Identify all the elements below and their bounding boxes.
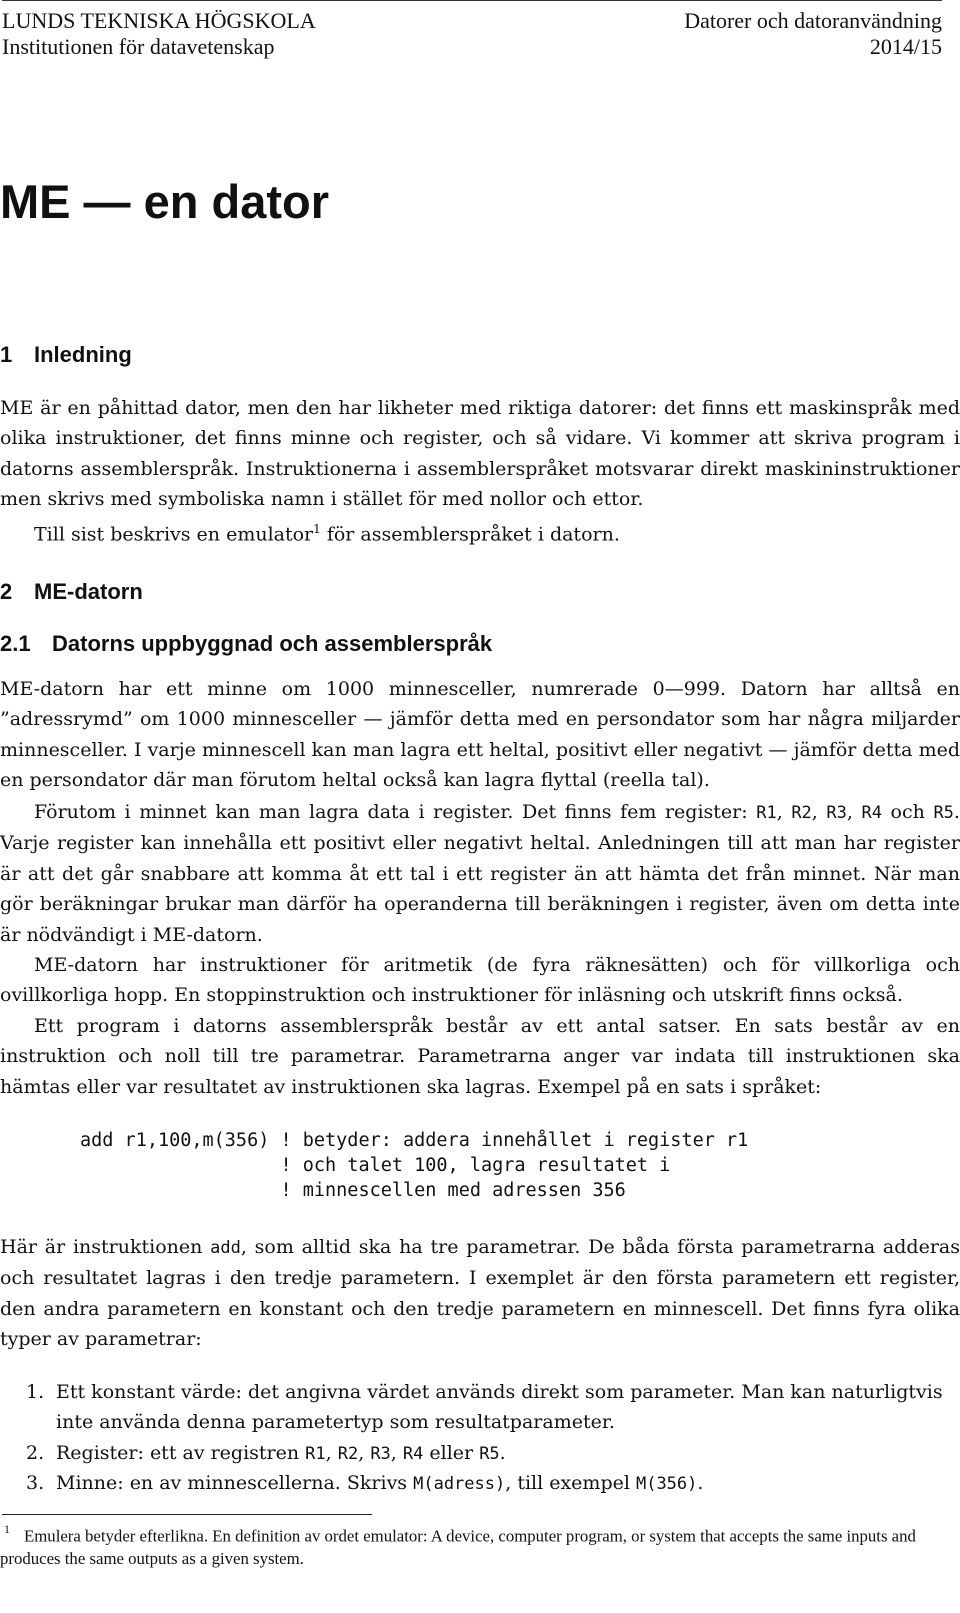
register-r1: R1 bbox=[756, 803, 777, 823]
document-title: ME — en dator bbox=[0, 175, 330, 228]
paragraph-instructions: ME-datorn har instruktioner för aritmetik (de fyra räknesätten) och för villkorliga och ovillkorliga hopp. En stoppinstruktion och instruktioner för inläsning och utskrift finns också. bbox=[0, 954, 960, 1007]
list-item bbox=[0, 1468, 960, 1499]
list-number: 1. bbox=[26, 1381, 45, 1403]
text-span: , till exempel bbox=[505, 1472, 636, 1494]
section-title: Inledning bbox=[34, 342, 132, 367]
section-number: 1 bbox=[0, 342, 13, 367]
list-number: 2. bbox=[26, 1442, 45, 1464]
code-m356: M(356) bbox=[635, 1474, 698, 1494]
text-span: Register: ett av registren bbox=[56, 1442, 306, 1464]
list-text: Ett konstant värde: det angivna värdet används direkt som parameter. Man kan naturligtvis inte använda denna parametertyp som resultatparameter. bbox=[56, 1381, 943, 1434]
paragraph-program: Ett program i datorns assemblerspråk består av ett antal satser. En sats består av en instruktion och noll till tre parametrar. Parametrarna anger var indata till instruktionen ska hämtas eller var resultatet av instruktionen ska lagras. Exempel på en sats i språket: bbox=[0, 1015, 960, 1098]
code-line-2: ! och talet 100, lagra resultatet i bbox=[80, 1155, 671, 1176]
text-span: . bbox=[697, 1472, 704, 1494]
list-text bbox=[56, 1468, 960, 1499]
text-span: , bbox=[358, 1442, 371, 1464]
section-heading-1 bbox=[0, 341, 132, 369]
text-span: , bbox=[390, 1442, 403, 1464]
text-span: , bbox=[846, 801, 862, 823]
code-add: add bbox=[210, 1238, 241, 1258]
paragraph-registers bbox=[0, 797, 960, 950]
text-span: , bbox=[776, 801, 792, 823]
list-item bbox=[0, 1438, 960, 1469]
header-left bbox=[2, 8, 316, 60]
course-name: Datorer och datoranvändning bbox=[684, 8, 942, 33]
section-heading-2 bbox=[0, 578, 143, 606]
footnote-text: Emulera betyder efterlikna. En definition av ordet emulator: A device, computer program, or system that accepts the same inputs and produces the same outputs as a given system. bbox=[0, 1526, 916, 1568]
text-span: , bbox=[325, 1442, 338, 1464]
code-madress: M(adress) bbox=[413, 1474, 506, 1494]
university-name: LUNDS TEKNISKA HÖGSKOLA bbox=[2, 8, 316, 33]
academic-year: 2014/15 bbox=[869, 34, 942, 59]
text-span: . Varje register kan innehålla ett positivt eller negativt heltal. Anledningen till att man har register är att det går snabbare att komma åt ett tal i ett register än att hämta det från minnet. När man gör beräkningar brukar man därför ha operanderna till beräkningen i register, även om detta inte är nödvändigt i ME-datorn. bbox=[0, 801, 960, 946]
text-span: och bbox=[881, 801, 934, 823]
text-span: . bbox=[499, 1442, 506, 1464]
text-span: , bbox=[811, 801, 827, 823]
paragraph-emulator-text bbox=[0, 514, 620, 550]
section-number: 2 bbox=[0, 579, 13, 604]
register-r2: R2 bbox=[791, 803, 812, 823]
register-r1: R1 bbox=[305, 1444, 326, 1464]
register-r4: R4 bbox=[402, 1444, 424, 1464]
register-r5: R5 bbox=[933, 803, 954, 823]
register-r3: R3 bbox=[370, 1444, 391, 1464]
register-r5: R5 bbox=[479, 1444, 500, 1464]
code-example bbox=[80, 1128, 748, 1203]
section-title: Datorns uppbyggnad och assemblerspråk bbox=[52, 631, 493, 656]
text-span: eller bbox=[423, 1442, 480, 1464]
footnote-reference[interactable]: 1 bbox=[313, 522, 321, 536]
code-line-1: add r1,100,m(356) ! betyder: addera innehållet i register r1 bbox=[80, 1130, 749, 1151]
footnote-mark: 1 bbox=[4, 1522, 10, 1536]
paragraph-memory: ME-datorn har ett minne om 1000 minnesceller, numrerade 0—999. Datorn har alltså en ”adressrymd” om 1000 minnesceller — jämför detta med en persondator som har några miljarder minnesceller. I varje minnescell kan man lagra ett heltal, positivt eller negativt — jämför detta med en persondator där man förutom heltal också kan lagra flyttal (reella tal). bbox=[0, 678, 960, 792]
department-name: Institutionen för datavetenskap bbox=[2, 34, 275, 59]
register-r4: R4 bbox=[861, 803, 882, 823]
list-text bbox=[56, 1438, 960, 1469]
footnote-rule bbox=[2, 1514, 372, 1515]
register-r2: R2 bbox=[337, 1444, 359, 1464]
section-number: 2.1 bbox=[0, 631, 31, 656]
header-rule bbox=[2, 0, 942, 1]
register-r3: R3 bbox=[826, 803, 847, 823]
text-span: för assemblerspråket i datorn. bbox=[320, 523, 620, 546]
text-span: Förutom i minnet kan man lagra data i register. Det finns fem register: bbox=[34, 801, 757, 823]
paragraph-intro: ME är en påhittad dator, men den har likheter med riktiga datorer: det finns ett maskinspråk med olika instruktioner, det finns minne och register, och så vidare. Vi kommer att skriva program i datorns assemblerspråk. Instruktionerna i assemblerspråket motsvarar direkt maskininstruktioner men skrivs med symboliska namn i stället för med nollor och ettor. bbox=[0, 397, 960, 511]
text-span: Minne: en av minnescellerna. Skrivs bbox=[56, 1472, 414, 1494]
code-line-3: ! minnescellen med adressen 356 bbox=[80, 1180, 626, 1201]
text-span: , som alltid ska ha tre parametrar. De båda första parametrarna adderas och resultatet lagras i den tredje parametern. I exemplet är den första parametern ett register, den andra parametern en konstant och den tredje parametern en minnescell. Det finns fyra olika typer av parametrar: bbox=[0, 1236, 960, 1351]
paragraph-add bbox=[0, 1232, 960, 1355]
footnote bbox=[0, 1520, 934, 1570]
header-right bbox=[684, 8, 942, 60]
list-item bbox=[0, 1377, 960, 1438]
text-span: Här är instruktionen bbox=[0, 1236, 211, 1258]
section-title: ME-datorn bbox=[34, 579, 143, 604]
paragraph-emulator bbox=[0, 514, 960, 550]
text-span: Till sist beskrivs en emulator bbox=[34, 523, 314, 546]
subsection-heading-2-1 bbox=[0, 630, 492, 658]
list-number: 3. bbox=[26, 1472, 45, 1494]
